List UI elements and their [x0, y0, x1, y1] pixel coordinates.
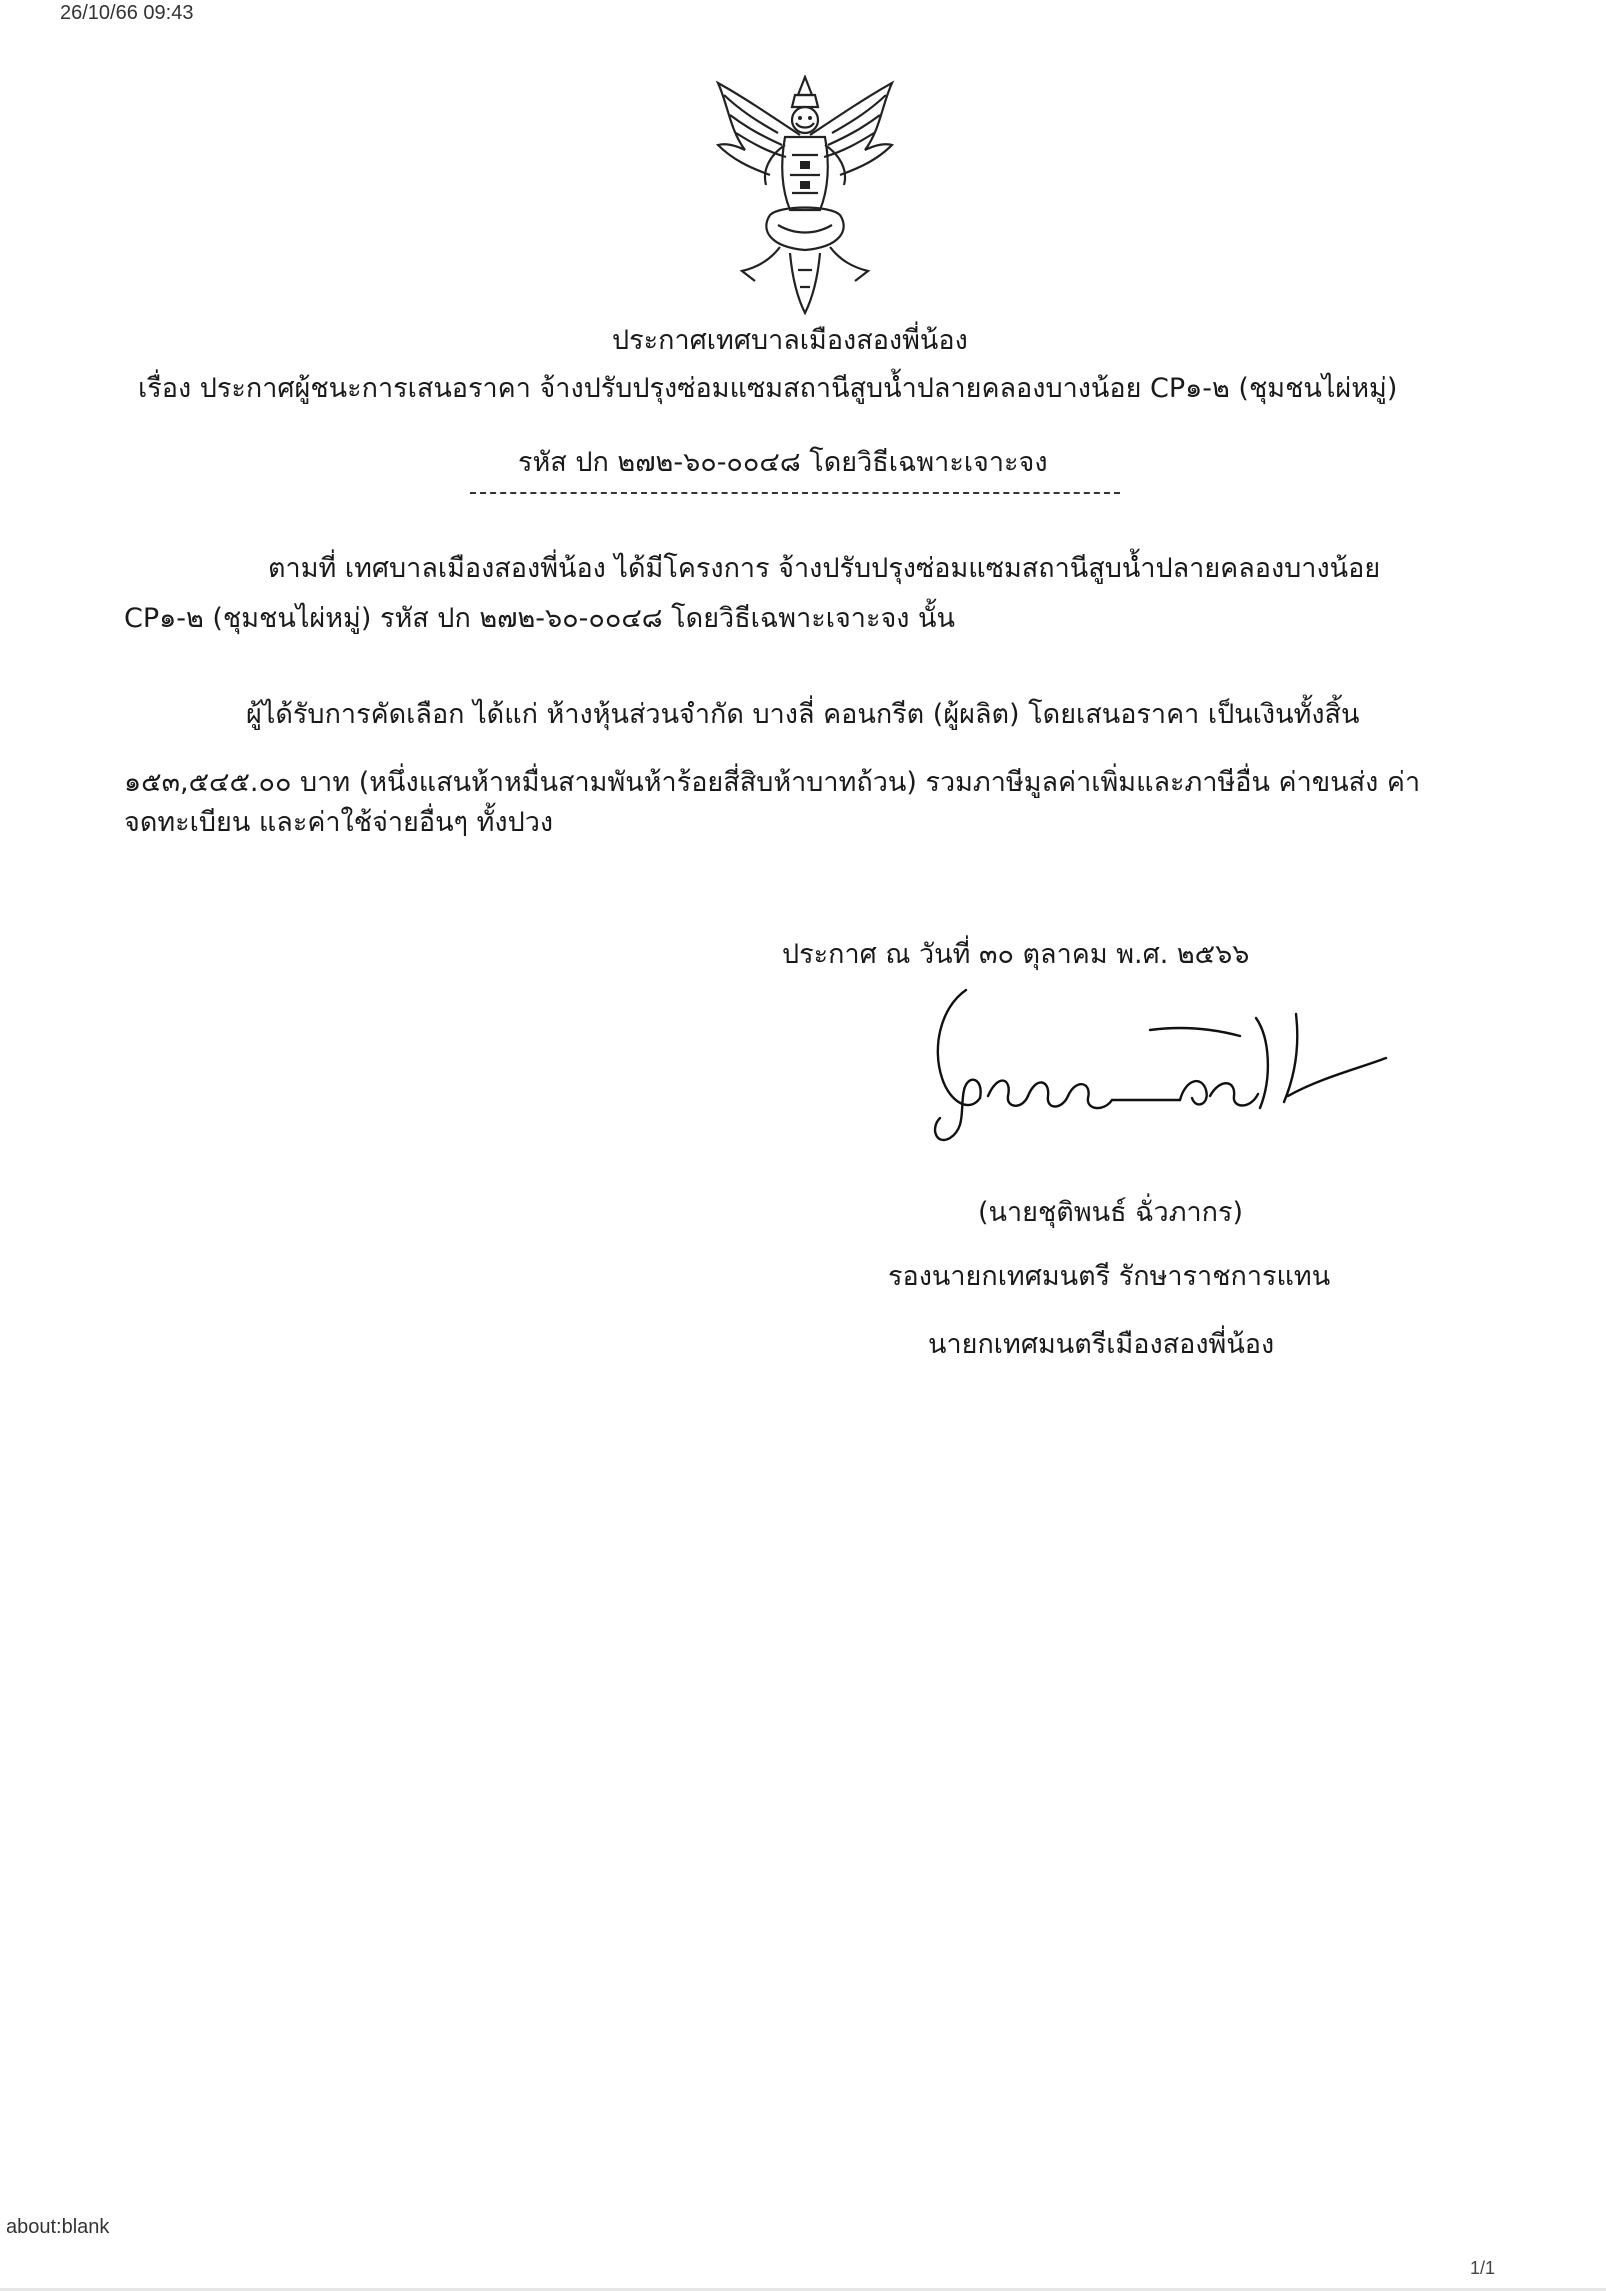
announcement-subject-line-2: รหัส ปก ๒๗๒-๖๐-๐๐๔๘ โดยวิธีเฉพาะเจาะจง: [518, 447, 1048, 478]
signer-name: (นายชุติพนธ์ ฉั่วภากร): [978, 1197, 1244, 1228]
paragraph-1-line-1: ตามที่ เทศบาลเมืองสองพี่น้อง ได้มีโครงการ จ้างปรับปรุงซ่อมแซมสถานีสูบน้ำปลายคลองบางน้อย: [268, 553, 1381, 584]
print-timestamp: 26/10/66 09:43: [60, 2, 194, 24]
announcement-date: ประกาศ ณ วันที่ ๓๐ ตุลาคม พ.ศ. ๒๕๖๖: [782, 939, 1250, 970]
paragraph-2-line-3: จดทะเบียน และค่าใช้จ่ายอื่นๆ ทั้งปวง: [124, 807, 554, 838]
announcement-title: ประกาศเทศบาลเมืองสองพี่น้อง: [612, 325, 968, 356]
signer-position-line-1: รองนายกเทศมนตรี รักษาราชการแทน: [888, 1261, 1331, 1292]
separator-line: [470, 492, 1120, 494]
paragraph-2-line-1: ผู้ได้รับการคัดเลือก ได้แก่ ห้างหุ้นส่วนจำกัด บางลี่ คอนกรีต (ผู้ผลิต) โดยเสนอราคา เป็นเงินทั้งสิ้น: [246, 699, 1360, 730]
print-footer-page-number: 1/1: [1470, 2258, 1496, 2278]
signer-position-line-2: นายกเทศมนตรีเมืองสองพี่น้อง: [928, 1329, 1275, 1360]
announcement-subject-line-1: เรื่อง ประกาศผู้ชนะการเสนอราคา จ้างปรับปรุงซ่อมแซมสถานีสูบน้ำปลายคลองบางน้อย CP๑-๒ (ชุมชนไผ่หมู่): [138, 373, 1398, 404]
print-footer-url: about:blank: [6, 2216, 110, 2238]
paragraph-2-line-2: ๑๕๓,๕๔๕.๐๐ บาท (หนึ่งแสนห้าหมื่นสามพันห้าร้อยสี่สิบห้าบาทถ้วน) รวมภาษีมูลค่าเพิ่มและภาษีอื่น ค่าขนส่ง ค่า: [124, 767, 1421, 798]
garuda-emblem-icon: [700, 75, 910, 315]
handwritten-signature-icon: [880, 978, 1400, 1158]
paragraph-1-line-2: CP๑-๒ (ชุมชนไผ่หมู่) รหัส ปก ๒๗๒-๖๐-๐๐๔๘ โดยวิธีเฉพาะเจาะจง นั้น: [124, 603, 955, 634]
